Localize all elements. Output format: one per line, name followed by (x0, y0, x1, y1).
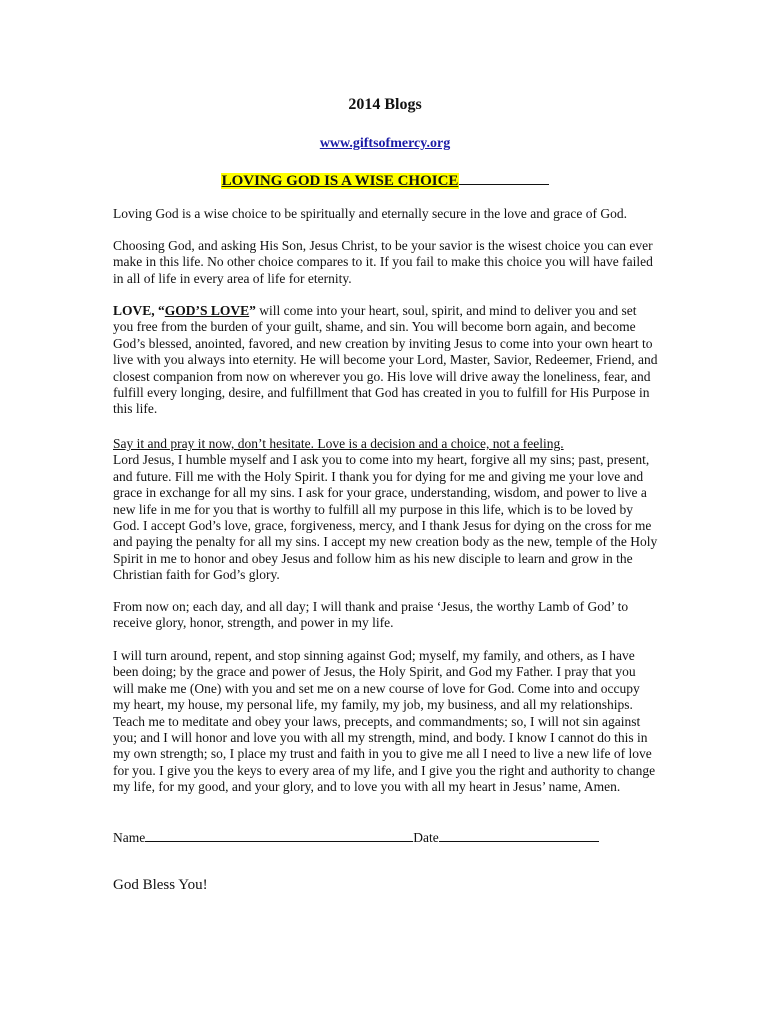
paragraph-praise (113, 599, 658, 632)
section-heading (0, 170, 770, 190)
name-field[interactable] (145, 828, 413, 842)
paragraph-text: From now on; each day, and all day; I will thank and praise ‘Jesus, the worthy Lamb of God’ to receive glory, honor, strength, and power in my life. (113, 599, 629, 631)
website-link[interactable]: www.giftsofmercy.org (319, 136, 451, 151)
prayer-instruction: Say it and pray it now, don’t hesitate. Love is a decision and a choice, not a feeling. (113, 436, 564, 451)
closing-blessing: God Bless You! (113, 877, 208, 893)
paragraph-gods-love (113, 303, 658, 418)
signature-row (113, 828, 658, 846)
heading-underline (459, 170, 549, 185)
paragraph-text: Choosing God, and asking His Son, Jesus Christ, to be your savior is the wisest choice you can ever make in this life. No other choice compares to it. If you fail to make this choice you will have failed in all of life in every area of life for eternity. (113, 238, 653, 286)
heading-text: LOVING GOD IS A WISE CHOICE (221, 173, 459, 189)
name-label: Name (113, 830, 146, 845)
page-title: 2014 Blogs (348, 96, 422, 113)
date-label: Date (413, 830, 439, 845)
date-field[interactable] (439, 828, 599, 842)
paragraph-text (113, 303, 658, 418)
paragraph-repent (113, 648, 658, 796)
quote-close: ” (249, 303, 256, 318)
paragraph-intro (113, 206, 658, 222)
prayer-text: Lord Jesus, I humble myself and I ask you to come into my heart, forgive all my sins; past, present, and future. Fill me with the Holy Spirit. I thank you for dying for me and giving me your love and grace in exchange for all my sins. I ask for your grace, understanding, wisdom, and power to live a new life in me for you that is worthy to fulfill all my purpose in this life, which is to be loved by God. I accept God’s love, grace, forgiveness, mercy, and I thank Jesus for dying on the cross for me and paying the penalty for all my sins. I accept my new creation body as the new, temple of the Holy Spirit in me to honor and obey Jesus and follow him as his new disciple to learn and grow in the Christian faith for God’s glory. (113, 452, 658, 583)
paragraph-text: Loving God is a wise choice to be spiritually and eternally secure in the love and grace of God. (113, 206, 627, 221)
paragraph-prayer (113, 436, 658, 584)
gods-love-phrase: GOD’S LOVE (164, 303, 250, 318)
paragraph-text: I will turn around, repent, and stop sinning against God; myself, my family, and others, as I have been doing; by the grace and power of Jesus, the Holy Spirit, and God my Father. I pray that you will make me (One) with you and set me on a new course of love for God. Come into and occupy my heart, my house, my personal life, my family, my job, my business, and all my relationships. Teach me to meditate and obey your laws, precepts, and commandments; so, I will not sin against you; and I will honor and love you with all my strength, mind, and body. I know I cannot do this in my own strength; so, I place my trust and faith in you to give me all I need to live a new life of love for you. I give you the keys to every area of my life, and I give you the right and authority to change my life, for my good, and your glory, and to love you with all my heart in Jesus’ name, Amen. (113, 648, 656, 795)
love-rest: will come into your heart, soul, spirit, and mind to deliver you and set you free from the burden of your guilt, shame, and sin. You will become born again, and become God’s blessed, anointed, favored, and new creation by inviting Jesus to come into your own heart to live with you always into eternity. He will become your Lord, Master, Savior, Redeemer, Friend, and closest companion from now on wherever you go. His love will drive away the loneliness, fear, and fulfill every longing, desire, and fulfillment that God has created in you to fulfill for His Purpose in this life. (113, 303, 658, 417)
love-lead: LOVE, “ (113, 303, 165, 318)
paragraph-choosing-god (113, 238, 658, 287)
